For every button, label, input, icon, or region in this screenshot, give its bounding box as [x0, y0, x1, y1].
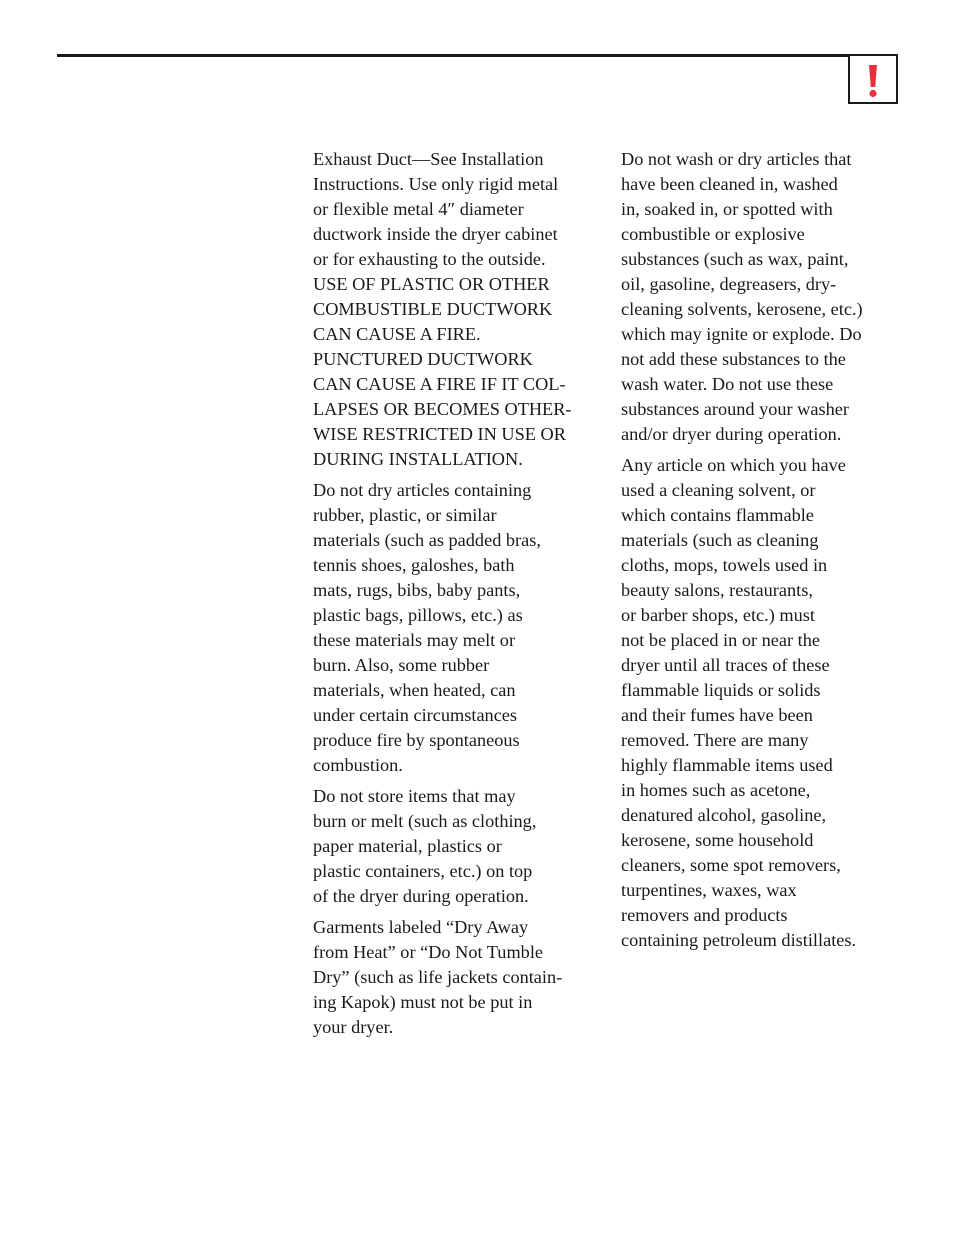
text-line: from Heat” or “Do Not Tumble	[313, 942, 544, 962]
text-line: or barber shops, etc.) must	[621, 605, 815, 625]
text-line: dryer until all traces of these	[621, 655, 830, 675]
text-line: beauty salons, restaurants,	[621, 580, 813, 600]
paragraph-combustible-substances	[621, 147, 921, 447]
text-line: Exhaust Duct—See Installation	[313, 149, 544, 169]
text-line: flammable liquids or solids	[621, 680, 821, 700]
text-line: these materials may melt or	[313, 630, 516, 650]
text-line: used a cleaning solvent, or	[621, 480, 816, 500]
text-line: and/or dryer during operation.	[621, 424, 842, 444]
paragraph-rubber-plastic	[313, 478, 605, 778]
text-line: which may ignite or explode. Do	[621, 324, 862, 344]
text-line: which contains flammable	[621, 505, 814, 525]
text-line: CAN CAUSE A FIRE IF IT COL-	[313, 374, 566, 394]
left-column	[313, 147, 605, 1046]
text-line: Garments labeled “Dry Away	[313, 917, 529, 937]
text-line: mats, rugs, bibs, baby pants,	[313, 580, 521, 600]
text-line: under certain circumstances	[313, 705, 518, 725]
text-line: WISE RESTRICTED IN USE OR	[313, 424, 566, 444]
text-line: burn or melt (such as clothing,	[313, 811, 537, 831]
text-line: removers and products	[621, 905, 788, 925]
exclamation-warning-icon	[850, 56, 896, 102]
text-line: or flexible metal 4″ diameter	[313, 199, 524, 219]
text-line: USE OF PLASTIC OR OTHER	[313, 274, 550, 294]
text-line: LAPSES OR BECOMES OTHER-	[313, 399, 572, 419]
text-line: Dry” (such as life jackets contain-	[313, 967, 563, 987]
text-line: paper material, plastics or	[313, 836, 502, 856]
text-line: plastic containers, etc.) on top	[313, 861, 533, 881]
text-line: Any article on which you have	[621, 455, 846, 475]
text-line: tennis shoes, galoshes, bath	[313, 555, 515, 575]
text-line: combustion.	[313, 755, 403, 775]
text-line: containing petroleum distillates.	[621, 930, 857, 950]
text-line: combustible or explosive	[621, 224, 805, 244]
top-rule	[57, 54, 898, 57]
text-line: Do not store items that may	[313, 786, 516, 806]
text-line: your dryer.	[313, 1017, 394, 1037]
paragraph-exhaust-duct	[313, 147, 605, 472]
text-line: ductwork inside the dryer cabinet	[313, 224, 558, 244]
text-line: rubber, plastic, or similar	[313, 505, 497, 525]
text-line: kerosene, some household	[621, 830, 814, 850]
text-line: and their fumes have been	[621, 705, 813, 725]
text-line: COMBUSTIBLE DUCTWORK	[313, 299, 553, 319]
text-line: of the dryer during operation.	[313, 886, 529, 906]
text-line: Do not dry articles containing	[313, 480, 532, 500]
text-line: substances around your washer	[621, 399, 849, 419]
text-line: denatured alcohol, gasoline,	[621, 805, 827, 825]
text-line: substances (such as wax, paint,	[621, 249, 849, 269]
paragraph-flammable-materials	[621, 453, 921, 953]
text-line: plastic bags, pillows, etc.) as	[313, 605, 523, 625]
paragraph-garments-labeled	[313, 915, 605, 1040]
text-line: Instructions. Use only rigid metal	[313, 174, 559, 194]
text-line: removed. There are many	[621, 730, 809, 750]
text-line: wash water. Do not use these	[621, 374, 834, 394]
text-line: turpentines, waxes, wax	[621, 880, 797, 900]
text-line: cleaning solvents, kerosene, etc.)	[621, 299, 863, 319]
text-line: burn. Also, some rubber	[313, 655, 490, 675]
text-line: not add these substances to the	[621, 349, 846, 369]
text-line: highly flammable items used	[621, 755, 833, 775]
text-line: CAN CAUSE A FIRE.	[313, 324, 481, 344]
text-line: or for exhausting to the outside.	[313, 249, 546, 269]
text-line: oil, gasoline, degreasers, dry-	[621, 274, 837, 294]
text-line: PUNCTURED DUCTWORK	[313, 349, 533, 369]
paragraph-store-items	[313, 784, 605, 909]
text-line: cloths, mops, towels used in	[621, 555, 828, 575]
text-line: in, soaked in, or spotted with	[621, 199, 833, 219]
text-line: materials, when heated, can	[313, 680, 516, 700]
text-line: cleaners, some spot removers,	[621, 855, 841, 875]
text-line: not be placed in or near the	[621, 630, 820, 650]
text-line: ing Kapok) must not be put in	[313, 992, 533, 1012]
text-line: produce fire by spontaneous	[313, 730, 520, 750]
text-line: Do not wash or dry articles that	[621, 149, 852, 169]
text-line: in homes such as acetone,	[621, 780, 811, 800]
text-line: have been cleaned in, washed	[621, 174, 838, 194]
text-line: DURING INSTALLATION.	[313, 449, 523, 469]
text-line: materials (such as padded bras,	[313, 530, 541, 550]
right-column	[621, 147, 921, 959]
text-line: materials (such as cleaning	[621, 530, 819, 550]
warning-box	[848, 56, 898, 104]
